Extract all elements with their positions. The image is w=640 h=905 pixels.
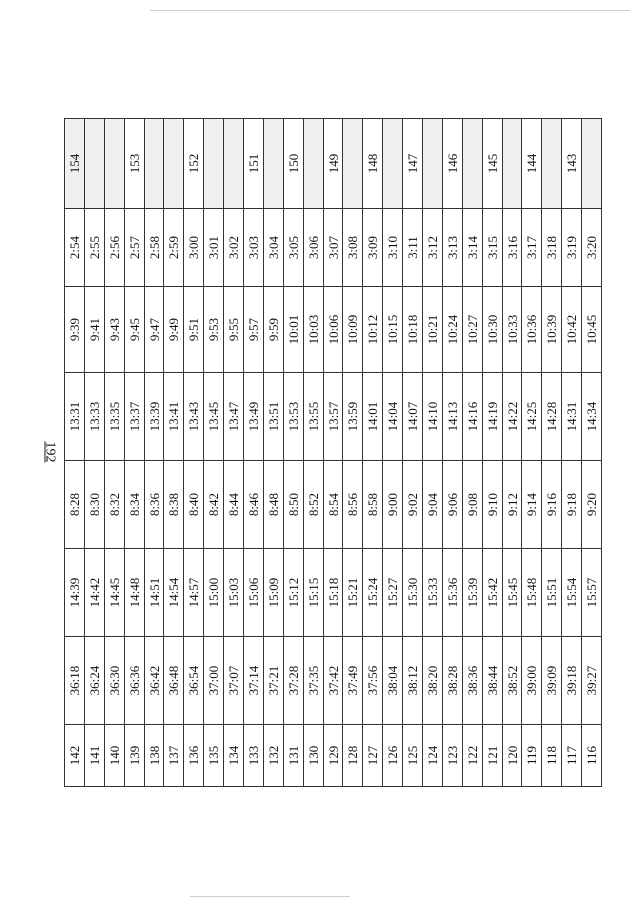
- table-cell: 2:57: [124, 209, 144, 287]
- table-cell: 9:49: [164, 287, 184, 373]
- table-cell: 133: [244, 725, 264, 787]
- table-cell: 13:45: [204, 373, 224, 461]
- table-cell: 14:13: [442, 373, 462, 461]
- table-cell: 8:50: [283, 461, 303, 549]
- table-cell: 15:54: [562, 549, 582, 637]
- table-cell: 8:34: [124, 461, 144, 549]
- table-cell: 10:30: [482, 287, 502, 373]
- table-row: [224, 119, 244, 787]
- table-cell: 134: [224, 725, 244, 787]
- table-cell: 10:21: [423, 287, 443, 373]
- table-cell: 36:54: [184, 637, 204, 725]
- table-cell: 37:35: [303, 637, 323, 725]
- table-cell: [542, 119, 562, 209]
- table-row: [502, 119, 522, 787]
- table-cell: 9:10: [482, 461, 502, 549]
- table-cell: [423, 119, 443, 209]
- table-cell: 9:59: [263, 287, 283, 373]
- table-cell: [582, 119, 602, 209]
- table-cell: 3:14: [462, 209, 482, 287]
- table-cell: 3:20: [582, 209, 602, 287]
- table-cell: 152: [184, 119, 204, 209]
- table-row: [482, 119, 502, 787]
- table-cell: 117: [562, 725, 582, 787]
- table-cell: 37:42: [323, 637, 343, 725]
- table-cell: 2:58: [144, 209, 164, 287]
- table-cell: 9:18: [562, 461, 582, 549]
- table-cell: [144, 119, 164, 209]
- table-cell: 10:24: [442, 287, 462, 373]
- table-cell: 136: [184, 725, 204, 787]
- table-cell: 9:51: [184, 287, 204, 373]
- table-cell: 38:12: [403, 637, 423, 725]
- table-cell: 144: [522, 119, 542, 209]
- table-cell: 14:31: [562, 373, 582, 461]
- table-cell: 3:13: [442, 209, 462, 287]
- table-cell: [303, 119, 323, 209]
- table-cell: 37:07: [224, 637, 244, 725]
- table-cell: 13:57: [323, 373, 343, 461]
- table-row: [562, 119, 582, 787]
- table-cell: 13:49: [244, 373, 264, 461]
- table-cell: 10:36: [522, 287, 542, 373]
- table-cell: 38:20: [423, 637, 443, 725]
- table-row: [204, 119, 224, 787]
- table-cell: [164, 119, 184, 209]
- table-cell: 125: [403, 725, 423, 787]
- table-cell: 9:00: [383, 461, 403, 549]
- table-cell: 120: [502, 725, 522, 787]
- table-cell: 143: [562, 119, 582, 209]
- table-cell: [263, 119, 283, 209]
- table-row: [442, 119, 462, 787]
- table-row: [164, 119, 184, 787]
- table-cell: 149: [323, 119, 343, 209]
- table-cell: 15:57: [582, 549, 602, 637]
- table-cell: 10:33: [502, 287, 522, 373]
- table-cell: 124: [423, 725, 443, 787]
- table-cell: 14:10: [423, 373, 443, 461]
- table-cell: 39:18: [562, 637, 582, 725]
- table-cell: 14:16: [462, 373, 482, 461]
- table-cell: 122: [462, 725, 482, 787]
- table-cell: 9:20: [582, 461, 602, 549]
- table-cell: 150: [283, 119, 303, 209]
- table-cell: 9:41: [84, 287, 104, 373]
- table-cell: 36:24: [84, 637, 104, 725]
- table-cell: 13:47: [224, 373, 244, 461]
- table-cell: 2:59: [164, 209, 184, 287]
- table-cell: 15:03: [224, 549, 244, 637]
- table-cell: 9:08: [462, 461, 482, 549]
- table-cell: 8:52: [303, 461, 323, 549]
- table-cell: 9:43: [104, 287, 124, 373]
- table-cell: 38:52: [502, 637, 522, 725]
- table-cell: 10:18: [403, 287, 423, 373]
- table-cell: 9:16: [542, 461, 562, 549]
- table-cell: 3:17: [522, 209, 542, 287]
- table-cell: 14:19: [482, 373, 502, 461]
- table-cell: 13:37: [124, 373, 144, 461]
- table-cell: 3:15: [482, 209, 502, 287]
- table-cell: 14:07: [403, 373, 423, 461]
- table-cell: 14:48: [124, 549, 144, 637]
- table-cell: 142: [65, 725, 85, 787]
- table-cell: 37:49: [343, 637, 363, 725]
- table-cell: 15:21: [343, 549, 363, 637]
- table-row: [124, 119, 144, 787]
- table-cell: 36:30: [104, 637, 124, 725]
- table-cell: 9:55: [224, 287, 244, 373]
- table-cell: 38:44: [482, 637, 502, 725]
- table-row: [363, 119, 383, 787]
- table-cell: 145: [482, 119, 502, 209]
- table-cell: 3:11: [403, 209, 423, 287]
- table-cell: 37:28: [283, 637, 303, 725]
- table-cell: 8:40: [184, 461, 204, 549]
- table-cell: 3:07: [323, 209, 343, 287]
- table-cell: 121: [482, 725, 502, 787]
- table-cell: 39:00: [522, 637, 542, 725]
- table-cell: 14:51: [144, 549, 164, 637]
- table-cell: 2:54: [65, 209, 85, 287]
- table-cell: 36:42: [144, 637, 164, 725]
- table-cell: 8:32: [104, 461, 124, 549]
- table-cell: 147: [403, 119, 423, 209]
- table-row: [542, 119, 562, 787]
- table-cell: 14:57: [184, 549, 204, 637]
- table-row: [283, 119, 303, 787]
- table-row: [184, 119, 204, 787]
- table-cell: 131: [283, 725, 303, 787]
- table-cell: 130: [303, 725, 323, 787]
- table-cell: [502, 119, 522, 209]
- table-cell: 15:33: [423, 549, 443, 637]
- table-cell: 15:48: [522, 549, 542, 637]
- table-cell: 9:04: [423, 461, 443, 549]
- table-cell: 10:12: [363, 287, 383, 373]
- scan-edge-top: [150, 10, 630, 11]
- table-cell: 151: [244, 119, 264, 209]
- table-cell: [104, 119, 124, 209]
- table-cell: 10:06: [323, 287, 343, 373]
- table-cell: 36:48: [164, 637, 184, 725]
- table-row: [423, 119, 443, 787]
- table-cell: 37:14: [244, 637, 264, 725]
- table-cell: 37:21: [263, 637, 283, 725]
- table-cell: [462, 119, 482, 209]
- table-cell: 8:44: [224, 461, 244, 549]
- table-row: [244, 119, 264, 787]
- table-cell: 13:59: [343, 373, 363, 461]
- table-cell: [204, 119, 224, 209]
- table-cell: 3:03: [244, 209, 264, 287]
- table-cell: 15:51: [542, 549, 562, 637]
- table-cell: 9:45: [124, 287, 144, 373]
- table-cell: 13:33: [84, 373, 104, 461]
- table-cell: 15:45: [502, 549, 522, 637]
- table-row: [303, 119, 323, 787]
- table-cell: 2:55: [84, 209, 104, 287]
- table-cell: 9:57: [244, 287, 264, 373]
- table-cell: 123: [442, 725, 462, 787]
- table-cell: 3:08: [343, 209, 363, 287]
- table-cell: 38:36: [462, 637, 482, 725]
- table-cell: 14:28: [542, 373, 562, 461]
- table-cell: 3:09: [363, 209, 383, 287]
- table-cell: 14:42: [84, 549, 104, 637]
- table-cell: 13:51: [263, 373, 283, 461]
- table-cell: 14:01: [363, 373, 383, 461]
- table-cell: 15:36: [442, 549, 462, 637]
- table-cell: 140: [104, 725, 124, 787]
- table-cell: 3:19: [562, 209, 582, 287]
- table-cell: 119: [522, 725, 542, 787]
- table-row: [323, 119, 343, 787]
- table-cell: 8:56: [343, 461, 363, 549]
- page-number: 192: [42, 441, 58, 463]
- table-cell: 137: [164, 725, 184, 787]
- table-cell: 3:06: [303, 209, 323, 287]
- table-cell: 10:15: [383, 287, 403, 373]
- table-cell: 15:09: [263, 549, 283, 637]
- table-cell: 126: [383, 725, 403, 787]
- table-cell: 3:01: [204, 209, 224, 287]
- table-cell: 8:28: [65, 461, 85, 549]
- table-row: [263, 119, 283, 787]
- table-cell: 141: [84, 725, 104, 787]
- table-cell: 9:39: [65, 287, 85, 373]
- table-cell: 8:46: [244, 461, 264, 549]
- table-cell: 3:16: [502, 209, 522, 287]
- table-cell: 15:12: [283, 549, 303, 637]
- table-cell: 10:42: [562, 287, 582, 373]
- table-cell: 10:45: [582, 287, 602, 373]
- table-cell: 15:30: [403, 549, 423, 637]
- table-cell: 8:54: [323, 461, 343, 549]
- table-cell: [383, 119, 403, 209]
- table-cell: 3:00: [184, 209, 204, 287]
- table-cell: 38:28: [442, 637, 462, 725]
- table-cell: 127: [363, 725, 383, 787]
- table-cell: 13:43: [184, 373, 204, 461]
- table-cell: 15:06: [244, 549, 264, 637]
- table-cell: 128: [343, 725, 363, 787]
- table-cell: 3:10: [383, 209, 403, 287]
- table-cell: 8:38: [164, 461, 184, 549]
- table-cell: 9:47: [144, 287, 164, 373]
- table-cell: 13:39: [144, 373, 164, 461]
- table-cell: 9:06: [442, 461, 462, 549]
- table-cell: 9:02: [403, 461, 423, 549]
- table-cell: 148: [363, 119, 383, 209]
- table-row: [462, 119, 482, 787]
- table-row: [343, 119, 363, 787]
- table-cell: 135: [204, 725, 224, 787]
- table-cell: 14:04: [383, 373, 403, 461]
- table-cell: 38:04: [383, 637, 403, 725]
- table-row: [65, 119, 85, 787]
- table-cell: 129: [323, 725, 343, 787]
- table-cell: 15:27: [383, 549, 403, 637]
- table-cell: 118: [542, 725, 562, 787]
- table-cell: 37:56: [363, 637, 383, 725]
- table-cell: 8:58: [363, 461, 383, 549]
- table-cell: 13:31: [65, 373, 85, 461]
- table-cell: 14:39: [65, 549, 85, 637]
- table-cell: 3:18: [542, 209, 562, 287]
- table-cell: 14:22: [502, 373, 522, 461]
- table-cell: 14:25: [522, 373, 542, 461]
- table-cell: 10:03: [303, 287, 323, 373]
- table-cell: 36:36: [124, 637, 144, 725]
- table-cell: 15:42: [482, 549, 502, 637]
- table-row: [522, 119, 542, 787]
- table-cell: 8:30: [84, 461, 104, 549]
- table-cell: 3:04: [263, 209, 283, 287]
- table-cell: 13:41: [164, 373, 184, 461]
- table-cell: 9:14: [522, 461, 542, 549]
- table-cell: 37:00: [204, 637, 224, 725]
- table-cell: 15:00: [204, 549, 224, 637]
- table-cell: 8:42: [204, 461, 224, 549]
- table-cell: 13:55: [303, 373, 323, 461]
- table-cell: 139: [124, 725, 144, 787]
- table-cell: 3:05: [283, 209, 303, 287]
- table-row: [104, 119, 124, 787]
- table-cell: 36:18: [65, 637, 85, 725]
- table-row: [84, 119, 104, 787]
- table-cell: 10:01: [283, 287, 303, 373]
- table-cell: 15:24: [363, 549, 383, 637]
- rotated-table-container: [64, 119, 600, 787]
- table-cell: 3:12: [423, 209, 443, 287]
- table-cell: 15:18: [323, 549, 343, 637]
- table-cell: 116: [582, 725, 602, 787]
- table-cell: [343, 119, 363, 209]
- table-cell: 13:35: [104, 373, 124, 461]
- table-cell: 8:48: [263, 461, 283, 549]
- table-cell: 10:09: [343, 287, 363, 373]
- table-cell: 10:39: [542, 287, 562, 373]
- table-cell: 3:02: [224, 209, 244, 287]
- table-cell: [84, 119, 104, 209]
- schedule-table: [64, 118, 602, 787]
- table-cell: 2:56: [104, 209, 124, 287]
- table-cell: 14:34: [582, 373, 602, 461]
- table-cell: 153: [124, 119, 144, 209]
- table-cell: 154: [65, 119, 85, 209]
- table-cell: 10:27: [462, 287, 482, 373]
- scan-edge-bottom: [190, 896, 350, 897]
- table-cell: 8:36: [144, 461, 164, 549]
- table-cell: 146: [442, 119, 462, 209]
- table-row: [144, 119, 164, 787]
- table-row: [582, 119, 602, 787]
- table-row: [403, 119, 423, 787]
- table-cell: 14:54: [164, 549, 184, 637]
- table-cell: 15:15: [303, 549, 323, 637]
- table-cell: 9:12: [502, 461, 522, 549]
- table-cell: 39:09: [542, 637, 562, 725]
- table-cell: 132: [263, 725, 283, 787]
- table-row: [383, 119, 403, 787]
- table-cell: 13:53: [283, 373, 303, 461]
- table-cell: 9:53: [204, 287, 224, 373]
- table-cell: 39:27: [582, 637, 602, 725]
- table-cell: 14:45: [104, 549, 124, 637]
- table-body: [65, 119, 602, 787]
- table-cell: [224, 119, 244, 209]
- table-cell: 138: [144, 725, 164, 787]
- table-cell: 15:39: [462, 549, 482, 637]
